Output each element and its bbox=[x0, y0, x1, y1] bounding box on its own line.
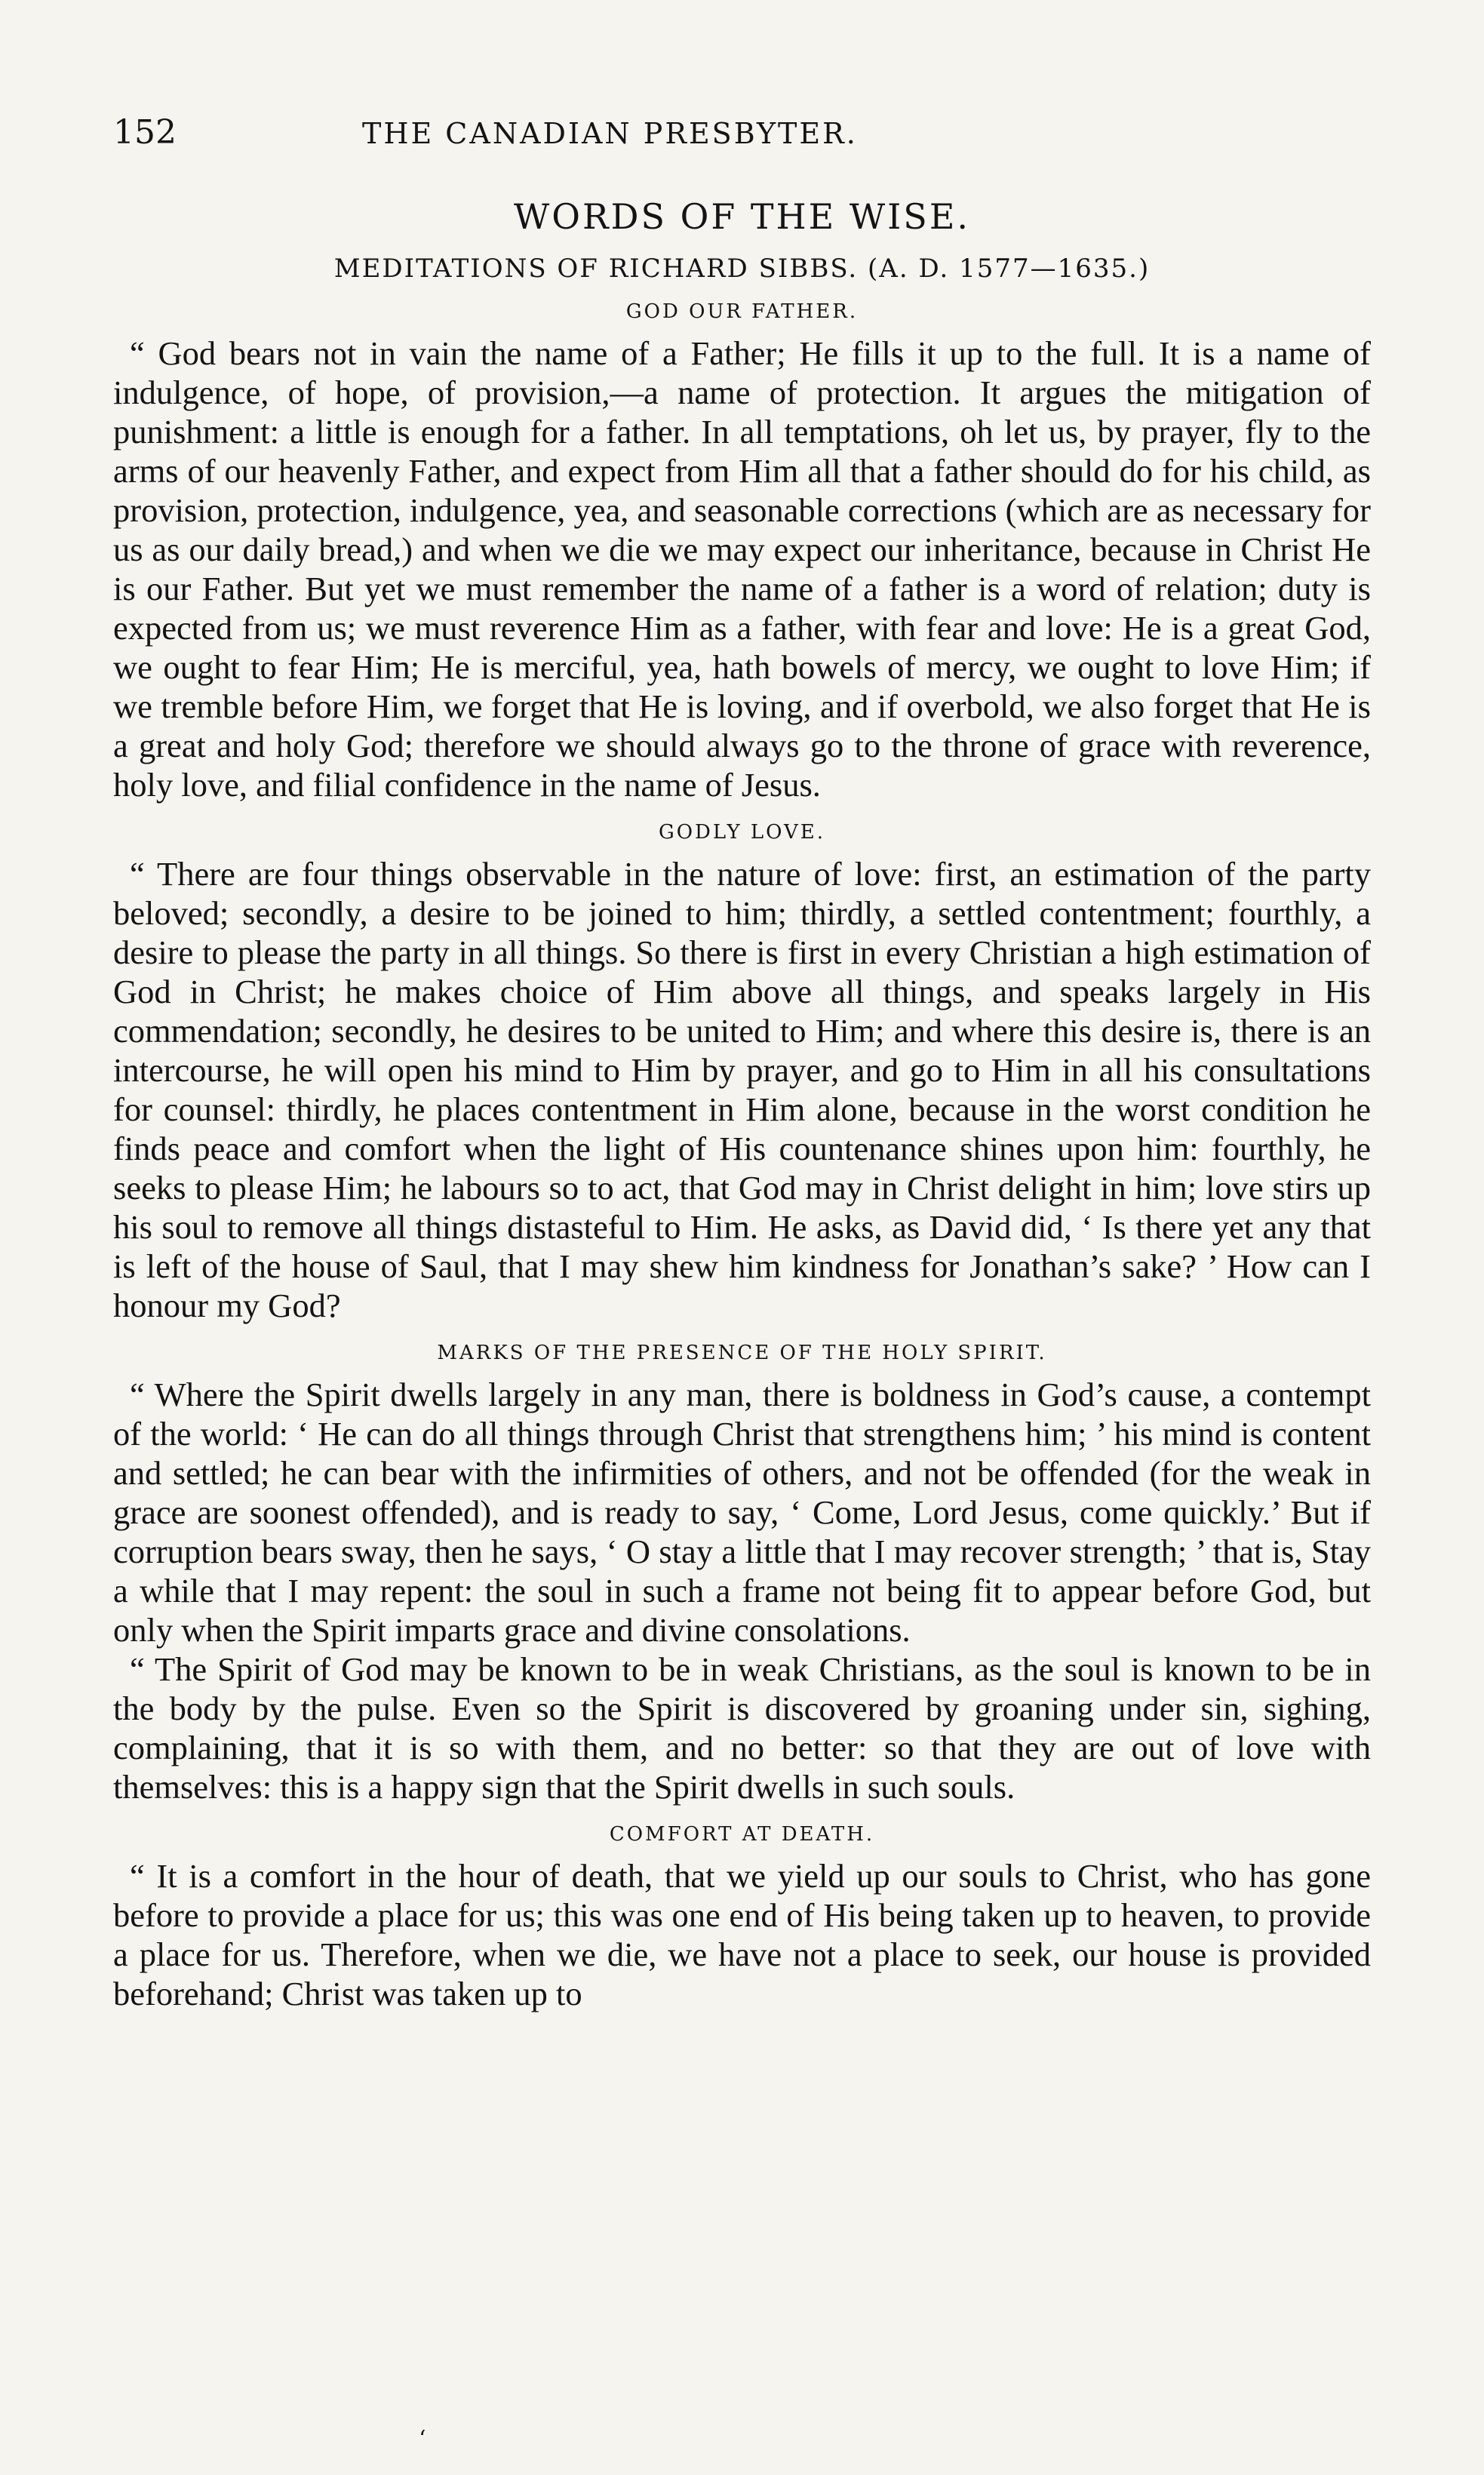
paragraph: “ God bears not in vain the name of a Father; He fills it up to the full. It is a name of indulgence, of hope, of provision,—a name of protection. It argues the mitigation of punishment: a little is enough for a father. In all temptations, oh let us, by prayer, fly to the arms of our heavenly Father, and expect from Him all that a father should do for his child, as provision, protection, indulgence, yea, and seasonable corrections (which are as necessary for us as our daily bread,) and when we die we may expect our inheritance, because in Christ He is our Father. But yet we must remember the name of a father is a word of relation; duty is expected from us; we must reverence Him as a father, with fear and love: He is a great God, we ought to fear Him; He is merciful, yea, hath bowels of mercy, we ought to love Him; if we tremble before Him, we forget that He is loving, and if overbold, we also forget that He is a great and holy God; therefore we should always go to the throne of grace with reverence, holy love, and filial confidence in the name of Jesus. bbox=[113, 334, 1371, 804]
page-mark: ‘ bbox=[419, 2426, 426, 2452]
section-comfort-at-death bbox=[113, 1823, 1371, 2013]
section-heading: GODLY LOVE. bbox=[658, 821, 826, 844]
article-subtitle: MEDITATIONS OF RICHARD SIBBS. (A. D. 1577—1635.) bbox=[333, 254, 1151, 284]
section-god-our-father bbox=[113, 300, 1371, 804]
journal-title: THE CANADIAN PRESBYTER. bbox=[362, 117, 858, 150]
section-godly-love bbox=[113, 821, 1371, 1325]
paragraph: “ Where the Spirit dwells largely in any man, there is boldness in God’s cause, a contempt of the world: ‘ He can do all things through Christ that strengthens him; ’ his mind is content and settled; he can bear with the infirmities of others, and not be offended (for the weak in grace are soonest offended), and is ready to say, ‘ Come, Lord Jesus, come quickly.’ But if corruption bears sway, then he says, ‘ O stay a little that I may recover strength; ’ that is, Stay a while that I may repent: the soul in such a frame not being fit to appear before God, but only when the Spirit imparts grace and divine consolations. bbox=[113, 1376, 1371, 1649]
article-title: WORDS OF THE WISE. bbox=[513, 196, 971, 237]
section-heading: GOD OUR FATHER. bbox=[625, 300, 859, 323]
page-number: 152 bbox=[113, 113, 177, 152]
paragraph: “ It is a comfort in the hour of death, that we yield up our souls to Christ, who has gone before to provide a place for us; this was one end of His being taken up to heaven, to provide a place for us. Therefore, when we die, we have not a place to seek, our house is provided beforehand; Christ was taken up to bbox=[113, 1857, 1371, 2012]
section-heading: MARKS OF THE PRESENCE OF THE HOLY SPIRIT. bbox=[437, 1342, 1047, 1364]
paragraph: “ There are four things observable in the nature of love: first, an estimation of the party beloved; secondly, a desire to be joined to him; thirdly, a settled contentment; fourthly, a desire to please the party in all things. So there is first in every Christian a high estimation of God in Christ; he makes choice of Him above all things, and speaks largely in His commendation; secondly, he desires to be united to Him; and where this desire is, there is an intercourse, he will open his mind to Him by prayer, and go to Him in all his consultations for counsel: thirdly, he places contentment in Him alone, because in the worst condition he finds peace and comfort when the light of His countenance shines upon him: fourthly, he seeks to please Him; he labours so to act, that God may in Christ delight in him; love stirs up his soul to remove all things distasteful to Him. He asks, as David did, ‘ Is there yet any that is left of the house of Saul, that I may shew him kindness for Jonathan’s sake? ’ How can I honour my God? bbox=[113, 855, 1371, 1324]
paragraph: “ The Spirit of God may be known to be in weak Christians, as the soul is known to be in the body by the pulse. Even so the Spirit is discovered by groaning under sin, sighing, complaining, that it is so with them, and no better: so that they are out of love with themselves: this is a happy sign that the Spirit dwells in such souls. bbox=[113, 1650, 1371, 1806]
section-marks-of-holy-spirit bbox=[113, 1342, 1371, 1806]
section-heading: COMFORT AT DEATH. bbox=[609, 1823, 875, 1846]
running-head bbox=[113, 113, 1371, 166]
